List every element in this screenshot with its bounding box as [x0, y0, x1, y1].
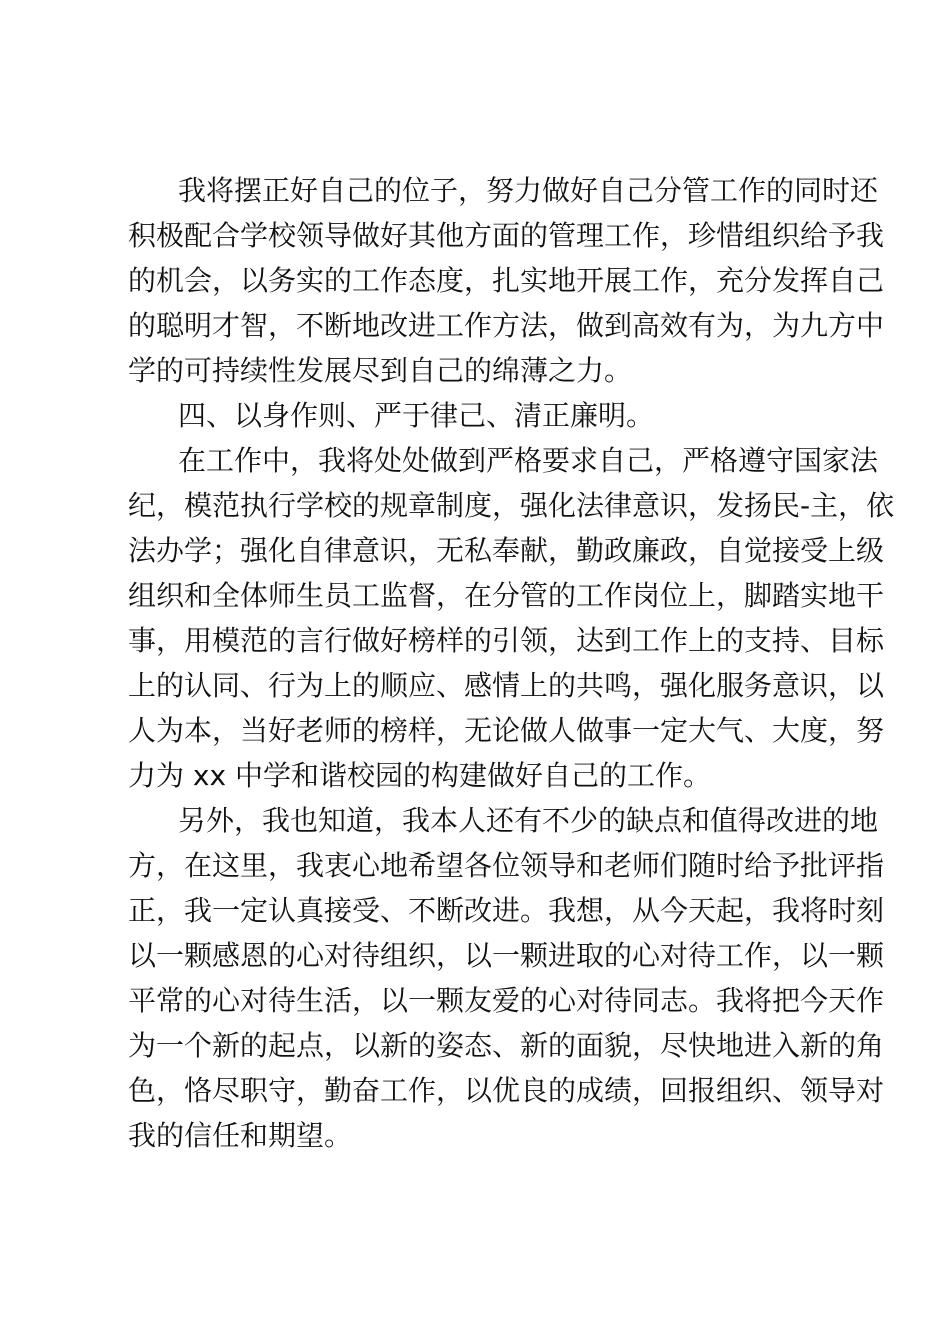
text-line: 的聪明才智，不断地改进工作方法，做到高效有为，为九方中	[128, 309, 885, 342]
paragraph-3	[128, 798, 885, 1158]
text-line: 人为本，当好老师的榜样，无论做人做事一定大气、大度，努	[128, 714, 885, 747]
text-line: 法办学；强化自律意识，无私奉献，勤政廉政，自觉接受上级	[128, 534, 885, 567]
text-line: 正，我一定认真接受、不断改进。我想，从今天起，我将时刻	[128, 894, 885, 927]
text-line: 我将摆正好自己的位子，努力做好自己分管工作的同时还	[178, 174, 879, 207]
text-line: 以一颗感恩的心对待组织，以一颗进取的心对待工作，以一颗	[128, 939, 885, 972]
text-line: 在工作中，我将处处做到严格要求自己，严格遵守国家法	[178, 444, 879, 477]
text-line: 色，恪尽职守，勤奋工作，以优良的成绩，回报组织、领导对	[128, 1074, 885, 1107]
section-heading	[128, 393, 834, 438]
document-body	[128, 168, 895, 1158]
text-line: 方，在这里，我衷心地希望各位领导和老师们随时给予批评指	[128, 849, 885, 882]
text-line: 的机会，以务实的工作态度，扎实地开展工作，充分发挥自己	[128, 264, 885, 297]
text-line: 积极配合学校领导做好其他方面的管理工作，珍惜组织给予我	[128, 219, 885, 252]
paragraph-2	[128, 438, 895, 798]
text-line: 学的可持续性发展尽到自己的绵薄之力。	[128, 354, 633, 387]
text-line: 平常的心对待生活，以一颗友爱的心对待同志。我将把今天作	[128, 984, 885, 1017]
section-heading-text: 四、以身作则、严于律己、清正廉明。	[178, 399, 655, 432]
paragraph-1	[128, 168, 885, 393]
text-line: 为一个新的起点，以新的姿态、新的面貌，尽快地进入新的角	[128, 1029, 885, 1062]
text-line: 上的认同、行为上的顺应、感情上的共鸣，强化服务意识，以	[128, 669, 885, 702]
text-line: 纪，模范执行学校的规章制度，强化法律意识，发扬民-主，依	[128, 489, 895, 522]
text-line: 组织和全体师生员工监督，在分管的工作岗位上，脚踏实地干	[128, 579, 885, 612]
text-line: 我的信任和期望。	[128, 1119, 353, 1152]
text-line: 事，用模范的言行做好榜样的引领，达到工作上的支持、目标	[128, 624, 885, 657]
text-line: 力为 xx 中学和谐校园的构建做好自己的工作。	[128, 759, 711, 792]
text-line: 另外，我也知道，我本人还有不少的缺点和值得改进的地	[178, 804, 879, 837]
